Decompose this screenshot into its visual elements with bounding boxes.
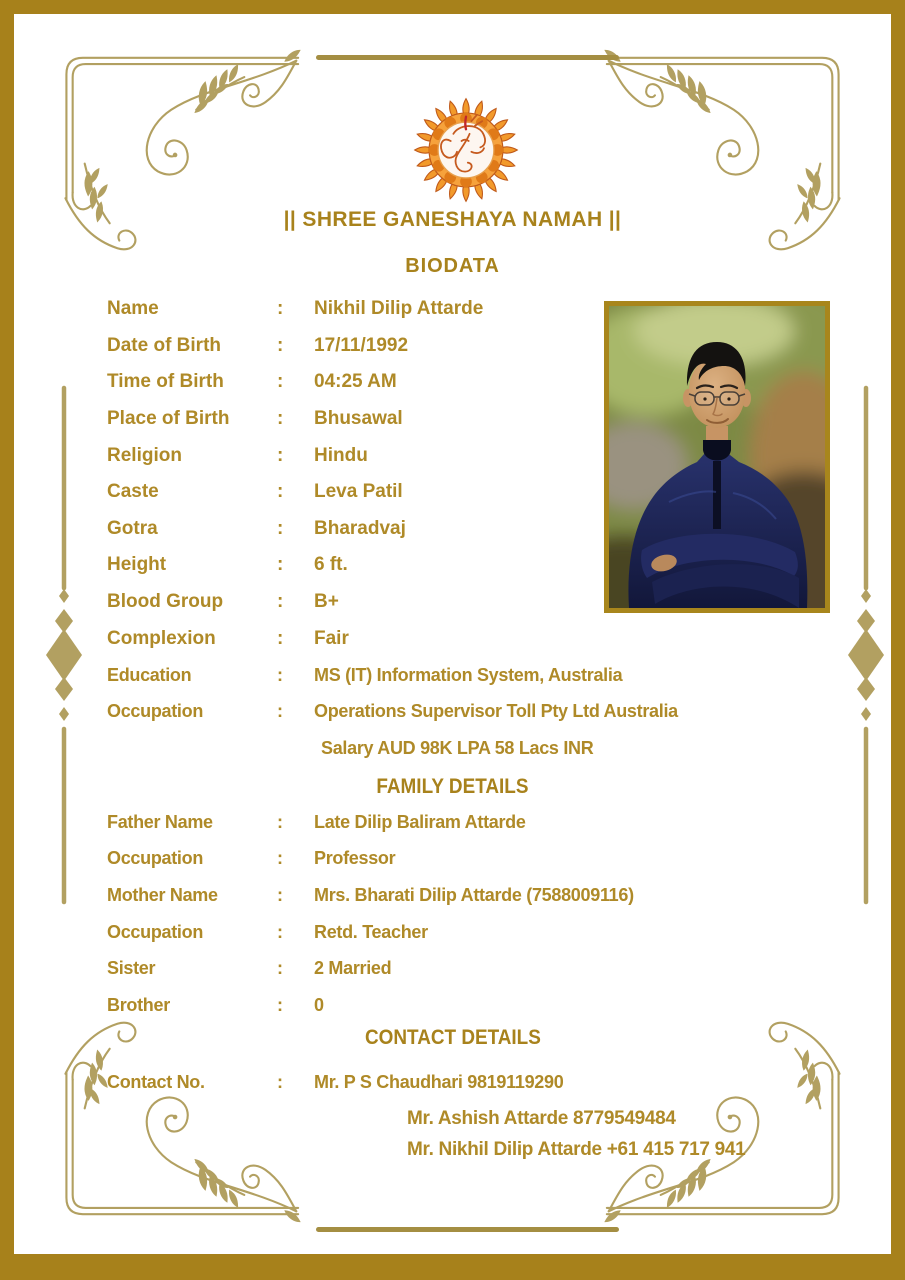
- field-value: B+: [314, 591, 339, 613]
- separator: :: [277, 848, 283, 869]
- detail-row-education: [107, 657, 819, 694]
- field-label: Occupation: [107, 701, 204, 722]
- detail-row-brother: [107, 987, 819, 1024]
- separator: :: [277, 298, 284, 320]
- field-label: Place of Birth: [107, 408, 230, 430]
- detail-row-mother-occupation: [107, 914, 819, 951]
- contact-row: [107, 1064, 819, 1101]
- bottom-center-rule: [316, 1227, 619, 1232]
- field-label: Height: [107, 554, 167, 576]
- field-label: Education: [107, 664, 192, 685]
- separator: :: [277, 958, 283, 979]
- separator: :: [277, 591, 284, 613]
- field-value: Salary AUD 98K LPA 58 Lacs INR: [321, 737, 594, 758]
- separator: :: [277, 627, 284, 649]
- groom-portrait-illustration: [609, 306, 825, 608]
- field-label: Caste: [107, 481, 159, 503]
- field-label: Father Name: [107, 811, 213, 832]
- field-value: Bharadvaj: [314, 517, 406, 539]
- separator: :: [277, 701, 283, 722]
- detail-row-occupation: [107, 694, 819, 731]
- detail-row-mother-name: [107, 877, 819, 914]
- page-title: BIODATA: [405, 255, 500, 277]
- contact-details-heading: [14, 1025, 891, 1050]
- field-value: Operations Supervisor Toll Pty Ltd Australia: [314, 701, 678, 722]
- separator: :: [277, 921, 283, 942]
- field-label: Blood Group: [107, 591, 224, 613]
- family-details-list: [107, 804, 819, 1024]
- field-value: 04:25 AM: [314, 371, 397, 393]
- ganesh-mandala-icon: [412, 96, 520, 204]
- field-label: Religion: [107, 444, 182, 466]
- field-value: 2 Married: [314, 958, 392, 979]
- detail-row-contact-no: [107, 1064, 819, 1101]
- field-label: Name: [107, 298, 159, 320]
- field-value: Nikhil Dilip Attarde: [314, 298, 484, 320]
- section-title: CONTACT DETAILS: [364, 1025, 541, 1049]
- field-label: Sister: [107, 958, 156, 979]
- field-label: Complexion: [107, 627, 216, 649]
- separator: :: [277, 554, 284, 576]
- field-label: Mother Name: [107, 884, 218, 905]
- separator: :: [277, 664, 283, 685]
- separator: :: [277, 994, 283, 1015]
- field-label: Occupation: [107, 848, 204, 869]
- field-value: MS (IT) Information System, Australia: [314, 664, 623, 685]
- detail-row-father-occupation: [107, 841, 819, 878]
- separator: :: [277, 371, 284, 393]
- field-value: 6 ft.: [314, 554, 348, 576]
- field-value: Professor: [314, 848, 396, 869]
- diamond-divider-left-icon: [42, 383, 86, 907]
- field-label: Occupation: [107, 921, 204, 942]
- field-value: Mr. P S Chaudhari 9819119290: [314, 1071, 564, 1092]
- detail-row-sister: [107, 950, 819, 987]
- groom-photo: [604, 301, 830, 613]
- field-label: Contact No.: [107, 1071, 205, 1092]
- separator: :: [277, 1071, 283, 1092]
- field-value: 17/11/1992: [314, 334, 409, 356]
- detail-row-salary: [107, 730, 819, 767]
- top-center-rule: [316, 55, 619, 60]
- separator: :: [277, 517, 284, 539]
- field-value: Late Dilip Baliram Attarde: [314, 811, 526, 832]
- field-label: Time of Birth: [107, 371, 224, 393]
- contact-line-3: Mr. Nikhil Dilip Attarde +61 415 717 941: [407, 1139, 746, 1160]
- field-value: Fair: [314, 627, 349, 649]
- section-title: FAMILY DETAILS: [376, 774, 529, 798]
- separator: :: [277, 481, 284, 503]
- field-value: Leva Patil: [314, 481, 403, 503]
- field-value: Mrs. Bharati Dilip Attarde (7588009116): [314, 884, 634, 905]
- field-value: Retd. Teacher: [314, 921, 428, 942]
- field-label: Date of Birth: [107, 334, 221, 356]
- separator: :: [277, 884, 283, 905]
- detail-row-complexion: [107, 620, 819, 657]
- separator: :: [277, 334, 284, 356]
- field-label: Gotra: [107, 517, 158, 539]
- field-value: 0: [314, 994, 324, 1015]
- field-value: Bhusawal: [314, 408, 403, 430]
- separator: :: [277, 444, 284, 466]
- field-value: Hindu: [314, 444, 368, 466]
- separator: :: [277, 811, 283, 832]
- invocation-title: || SHREE GANESHAYA NAMAH ||: [283, 208, 622, 231]
- separator: :: [277, 408, 284, 430]
- field-label: Brother: [107, 994, 170, 1015]
- diamond-divider-right-icon: [844, 383, 888, 907]
- family-details-heading: [14, 774, 891, 799]
- detail-row-father-name: [107, 804, 819, 841]
- contact-line-2: Mr. Ashish Attarde 8779549484: [407, 1108, 676, 1129]
